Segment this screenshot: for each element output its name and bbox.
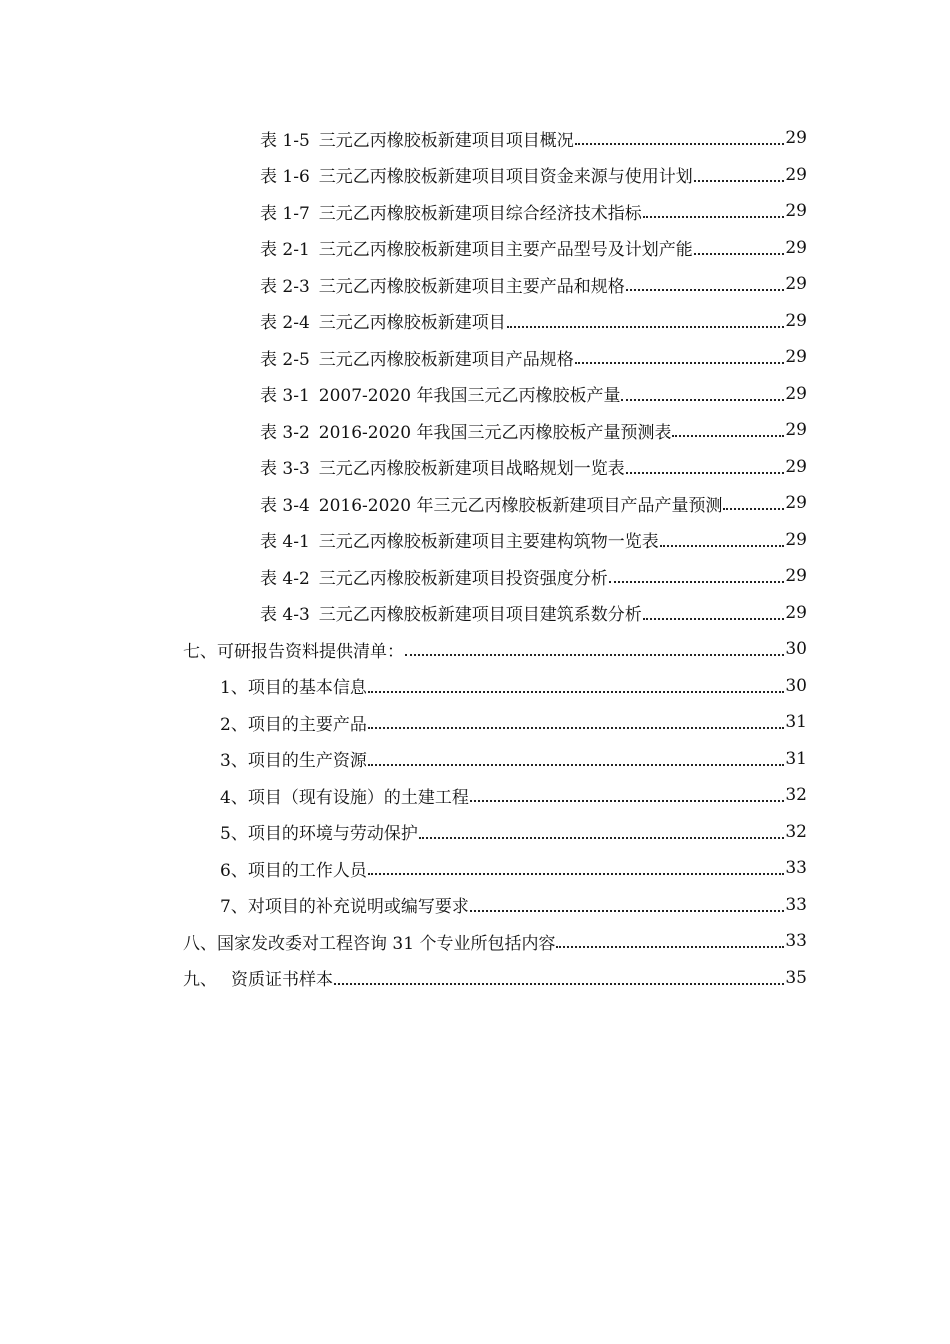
toc-entry[interactable] (0, 230, 950, 267)
toc-entry-label (183, 637, 404, 662)
toc-entry[interactable] (0, 339, 950, 376)
toc-entry-page-number: 29 (785, 420, 807, 441)
table-of-contents (0, 120, 950, 996)
toc-entry-page-number: 29 (785, 201, 807, 222)
toc-entry-page-number: 29 (785, 347, 807, 368)
toc-entry-number: 表 2-4 (260, 313, 310, 334)
toc-entry-title: 三元乙丙橡胶板新建项目综合经济技术指标 (318, 203, 642, 224)
toc-entry-page-number: 31 (785, 748, 807, 769)
toc-entry[interactable] (0, 412, 950, 449)
toc-entry-label (260, 454, 625, 479)
toc-entry-label (260, 235, 693, 260)
toc-entry[interactable] (0, 741, 950, 778)
toc-entry-title: 2016-2020 年我国三元乙丙橡胶板产量预测表 (318, 422, 672, 443)
dot-leader (470, 800, 784, 802)
toc-entry-page-number: 29 (785, 529, 807, 550)
dot-leader (626, 472, 784, 474)
toc-entry-number: 表 2-5 (260, 349, 310, 370)
toc-entry-page-number: 29 (785, 128, 807, 149)
toc-entry-label (183, 929, 555, 954)
toc-entry[interactable] (0, 485, 950, 522)
dot-leader (470, 910, 784, 912)
dot-leader (368, 727, 784, 729)
toc-entry-title: 2016-2020 年三元乙丙橡胶板新建项目产品产量预测 (318, 495, 723, 516)
toc-entry[interactable] (0, 558, 950, 595)
toc-entry-page-number: 29 (785, 274, 807, 295)
toc-entry-title: 5、项目的环境与劳动保护 (220, 824, 418, 845)
toc-entry-title: 三元乙丙橡胶板新建项目主要建构筑物一览表 (318, 532, 659, 553)
toc-entry-label (260, 527, 659, 552)
toc-entry-page-number: 33 (785, 931, 807, 952)
toc-entry[interactable] (0, 960, 950, 997)
toc-entry-page-number: 29 (785, 383, 807, 404)
dot-leader (368, 764, 784, 766)
toc-entry-label (220, 746, 367, 771)
toc-entry-label (260, 491, 722, 516)
toc-entry-page-number: 33 (785, 894, 807, 915)
toc-entry[interactable] (0, 850, 950, 887)
toc-entry-title: 三元乙丙橡胶板新建项目战略规划一览表 (318, 459, 625, 480)
toc-entry-title: 6、项目的工作人员 (220, 860, 367, 881)
toc-entry[interactable] (0, 193, 950, 230)
toc-entry[interactable] (0, 668, 950, 705)
toc-entry-label (260, 345, 574, 370)
toc-entry-label (260, 600, 642, 625)
dot-leader (507, 326, 784, 328)
dot-leader (626, 289, 784, 291)
toc-entry-number: 表 4-3 (260, 605, 310, 626)
toc-entry-number: 表 2-1 (260, 240, 310, 261)
toc-entry-label (220, 819, 418, 844)
toc-entry-page-number: 30 (785, 675, 807, 696)
toc-entry-label (260, 126, 574, 151)
toc-entry-title: 三元乙丙橡胶板新建项目主要产品型号及计划产能 (318, 240, 693, 261)
toc-entry[interactable] (0, 777, 950, 814)
dot-leader (660, 545, 784, 547)
toc-entry[interactable] (0, 449, 950, 486)
dot-leader (368, 691, 784, 693)
toc-entry-number: 表 3-1 (260, 386, 310, 407)
toc-entry-title: 三元乙丙橡胶板新建项目项目建筑系数分析 (318, 605, 642, 626)
toc-entry-page-number: 29 (785, 456, 807, 477)
toc-entry[interactable] (0, 923, 950, 960)
toc-entry-title: 三元乙丙橡胶板新建项目 (318, 313, 506, 334)
toc-entry-number: 表 2-3 (260, 276, 310, 297)
toc-entry[interactable] (0, 814, 950, 851)
toc-entry-number: 表 3-4 (260, 495, 310, 516)
toc-entry-label (260, 272, 625, 297)
toc-entry[interactable] (0, 157, 950, 194)
toc-entry-page-number: 32 (785, 785, 807, 806)
dot-leader (672, 435, 784, 437)
dot-leader (723, 508, 784, 510)
toc-entry[interactable] (0, 266, 950, 303)
dot-leader (575, 143, 784, 145)
toc-entry-page-number: 29 (785, 493, 807, 514)
toc-entry-page-number: 29 (785, 566, 807, 587)
toc-entry-number: 九、 (183, 970, 217, 991)
toc-entry-title: 1、项目的基本信息 (220, 678, 367, 699)
toc-entry-label (220, 710, 367, 735)
dot-leader (643, 618, 784, 620)
dot-leader (334, 983, 784, 985)
dot-leader (368, 873, 784, 875)
toc-entry-label (220, 856, 367, 881)
toc-entry-label (220, 783, 469, 808)
toc-entry-title: 三元乙丙橡胶板新建项目项目概况 (318, 130, 574, 151)
toc-entry-page-number: 29 (785, 237, 807, 258)
toc-entry-number: 表 4-1 (260, 532, 310, 553)
toc-entry-title: 4、项目（现有设施）的土建工程 (220, 787, 469, 808)
toc-entry-title: 资质证书样本 (231, 970, 333, 991)
toc-entry-label (260, 564, 608, 589)
toc-entry[interactable] (0, 376, 950, 413)
toc-entry-label (260, 418, 671, 443)
dot-leader (419, 837, 784, 839)
toc-entry-title: 7、对项目的补充说明或编写要求 (220, 897, 469, 918)
toc-entry-title: 3、项目的生产资源 (220, 751, 367, 772)
toc-entry-title: 七、可研报告资料提供清单： (183, 641, 404, 662)
dot-leader (575, 362, 784, 364)
toc-entry[interactable] (0, 595, 950, 632)
toc-entry-page-number: 29 (785, 602, 807, 623)
toc-entry[interactable] (0, 522, 950, 559)
toc-entry-title: 八、国家发改委对工程咨询 31 个专业所包括内容 (183, 933, 556, 954)
dot-leader (694, 180, 784, 182)
toc-entry-page-number: 29 (785, 310, 807, 331)
toc-entry-number: 表 1-6 (260, 167, 310, 188)
toc-entry-page-number: 30 (785, 639, 807, 660)
toc-entry-title: 2、项目的主要产品 (220, 714, 367, 735)
toc-entry-title: 三元乙丙橡胶板新建项目主要产品和规格 (318, 276, 625, 297)
dot-leader (556, 946, 784, 948)
toc-entry-label (220, 673, 367, 698)
toc-entry[interactable] (0, 887, 950, 924)
toc-entry-number: 表 4-2 (260, 568, 310, 589)
toc-entry[interactable] (0, 704, 950, 741)
toc-entry-number: 表 3-3 (260, 459, 310, 480)
dot-leader (621, 399, 784, 401)
toc-entry[interactable] (0, 303, 950, 340)
dot-leader (609, 581, 784, 583)
toc-entry-page-number: 29 (785, 164, 807, 185)
toc-entry-title: 2007-2020 年我国三元乙丙橡胶板产量 (318, 386, 621, 407)
toc-entry-label (260, 199, 642, 224)
toc-entry-number: 表 1-7 (260, 203, 310, 224)
toc-entry-label (183, 965, 333, 990)
toc-entry-number: 表 1-5 (260, 130, 310, 151)
toc-entry-label (220, 892, 469, 917)
toc-entry-label (260, 308, 506, 333)
toc-entry-title: 三元乙丙橡胶板新建项目产品规格 (318, 349, 574, 370)
dot-leader (643, 216, 784, 218)
toc-entry-number: 表 3-2 (260, 422, 310, 443)
toc-entry-page-number: 35 (785, 967, 807, 988)
dot-leader (694, 253, 784, 255)
toc-entry-title: 三元乙丙橡胶板新建项目项目资金来源与使用计划 (318, 167, 693, 188)
toc-entry-title: 三元乙丙橡胶板新建项目投资强度分析 (318, 568, 608, 589)
toc-entry-page-number: 32 (785, 821, 807, 842)
toc-entry[interactable] (0, 631, 950, 668)
toc-entry[interactable] (0, 120, 950, 157)
toc-entry-page-number: 33 (785, 858, 807, 879)
toc-entry-label (260, 162, 693, 187)
toc-entry-label (260, 381, 620, 406)
toc-entry-page-number: 31 (785, 712, 807, 733)
dot-leader (405, 654, 784, 656)
